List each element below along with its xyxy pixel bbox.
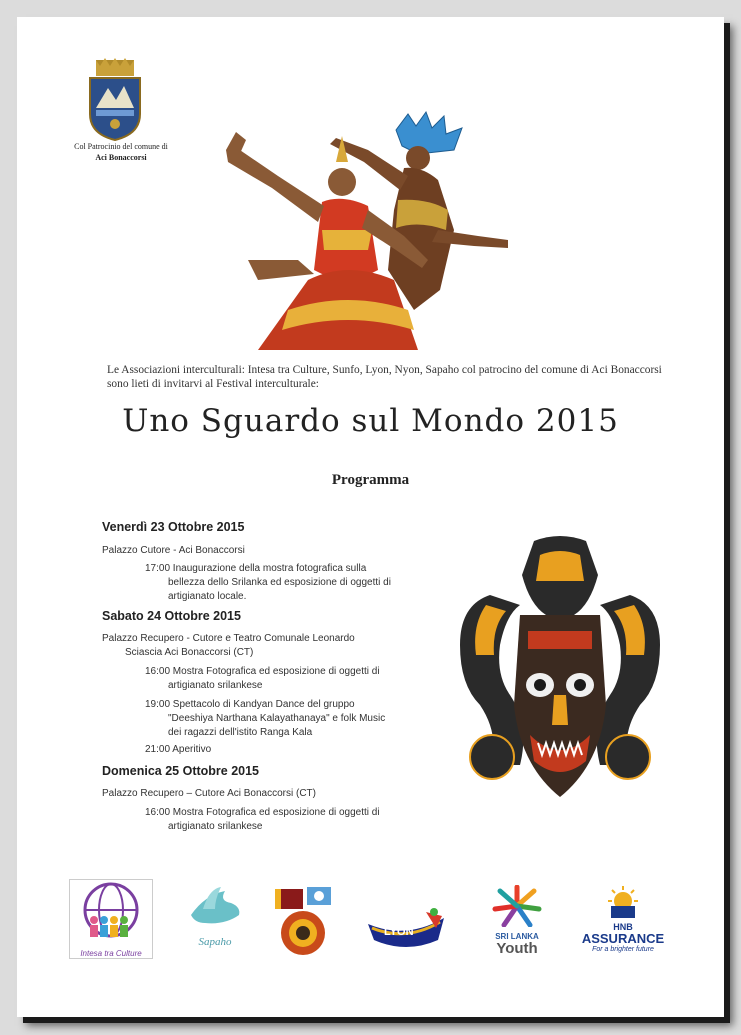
youth-logo-text: Youth	[496, 940, 538, 957]
flags-emblem-icon	[271, 883, 335, 959]
venue	[102, 544, 392, 558]
program-event	[145, 698, 415, 740]
event-line: bellezza dello Srilanka ed esposizione di oggetti di	[168, 577, 391, 588]
event-line: 19:00 Spettacolo di Kandyan Dance del gruppo	[145, 699, 355, 710]
intro-line: sono lieti di invitarvi al Festival interculturale:	[107, 378, 319, 390]
event-line: artigianato locale.	[168, 591, 247, 602]
venue-line: Palazzo Recupero - Cutore e Teatro Comunale Leonardo	[102, 633, 355, 644]
event-line: 17:00 Inaugurazione della mostra fotografica sulla	[145, 563, 367, 574]
event-line: dei ragazzi dell'istito Ranga Kala	[168, 727, 313, 738]
sapaho-logo-text: Sapaho	[198, 936, 232, 948]
program-event	[145, 665, 415, 693]
event-line: 21:00 Aperitivo	[145, 744, 212, 755]
sri-lanka-youth-logo	[484, 885, 550, 961]
program-heading: Programma	[331, 472, 410, 488]
day-heading: Venerdì 23 Ottobre 2015	[102, 520, 245, 534]
intesa-tra-culture-logo	[69, 879, 153, 959]
patronage-municipality: Aci Bonaccorsi	[95, 153, 147, 162]
event-line: artigianato srilankese	[168, 680, 263, 691]
globe-people-icon	[70, 880, 152, 944]
venue-line: Palazzo Cutore - Aci Bonaccorsi	[102, 545, 245, 556]
starburst-people-icon	[492, 885, 542, 927]
dove-icon	[185, 885, 245, 931]
venue	[102, 632, 402, 660]
festival-title: Uno Sguardo sul Mondo 2015	[122, 403, 619, 439]
hnb-tagline: For a brighter future	[592, 946, 654, 953]
patronage-caption	[58, 141, 184, 163]
program-event	[145, 743, 415, 757]
venue	[102, 787, 392, 801]
event-line: artigianato srilankese	[168, 821, 263, 832]
lyon-logo-text: LYON	[384, 926, 414, 938]
day-heading: Sabato 24 Ottobre 2015	[102, 609, 241, 623]
intro-text	[107, 363, 677, 391]
sun-icon	[603, 884, 643, 918]
hnb-logo-text: HNB	[613, 922, 633, 932]
program-event	[145, 806, 415, 834]
sapaho-logo	[185, 885, 245, 955]
intro-line: Le Associazioni interculturali: Intesa tra Culture, Sunfo, Lyon, Nyon, Sapaho col patrocino del comune di Aci Bonaccorsi	[107, 364, 662, 376]
sri-lanka-logo-text: SRI LANKA	[495, 932, 539, 941]
day-heading: Domenica 25 Ottobre 2015	[102, 764, 260, 778]
venue-line: Sciascia Aci Bonaccorsi (CT)	[125, 647, 254, 658]
assurance-logo-text: ASSURANCE	[581, 931, 665, 946]
hnb-assurance-logo	[578, 884, 668, 964]
program-event	[145, 562, 415, 604]
intesa-logo-text: Intesa tra Culture	[80, 949, 142, 958]
event-line: "Deeshiya Narthana Kalayathanaya" e folk Music	[168, 713, 386, 724]
aci-bonaccorsi-crest-icon	[86, 58, 144, 142]
lyon-logo	[366, 904, 446, 954]
sri-lankan-mask-image	[450, 535, 670, 805]
event-line: 16:00 Mostra Fotografica ed esposizione di oggetti di	[145, 807, 380, 818]
event-line: 16:00 Mostra Fotografica ed esposizione di oggetti di	[145, 666, 380, 677]
venue-line: Palazzo Recupero – Cutore Aci Bonaccorsi (CT)	[102, 788, 316, 799]
kandyan-dancers-image	[218, 110, 518, 350]
patronage-line: Col Patrocinio del comune di	[74, 142, 168, 151]
